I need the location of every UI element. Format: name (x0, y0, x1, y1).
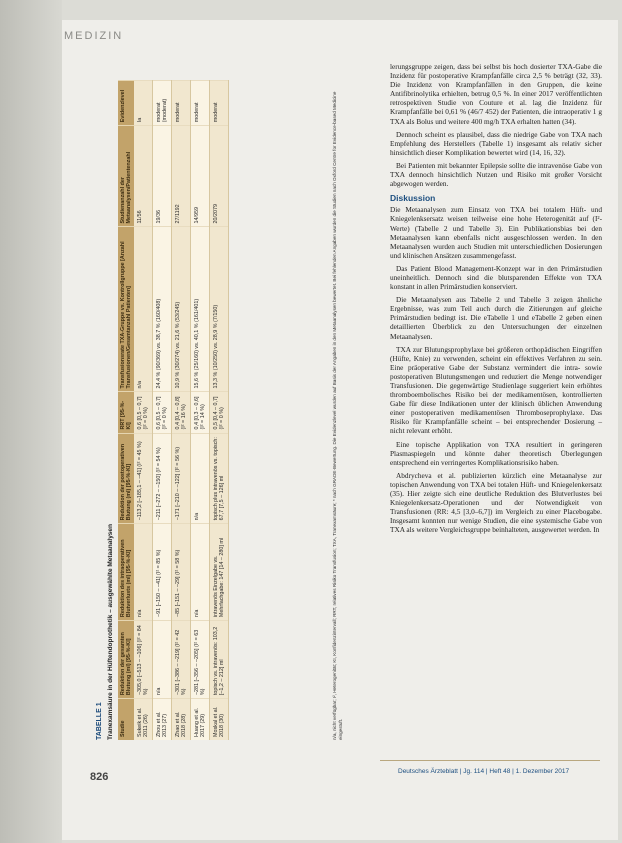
paragraph: lerungsgruppe zeigen, dass bei selbst bis hoch dosierter TXA-Gabe die Inzidenz für postoperative Krampfanfälle circa 2,5 % beträgt (32, 33). Die Inzidenz von Krampfanfällen in den Gruppen, die keine Antifibrinolytika erhielten, betrug 0,5 %. In einer 2017 veröffentlichten retrospektiven Studie von Couture et al. lag die Inzidenz für Krampfanfälle bei 0,61 % (46/7 452) der Patienten, die intraoperativ 1 g TXA als Bolus und weitere 400 mg/h TXA erhalten hatten (34). (390, 62, 602, 126)
section-label: MEDIZIN (64, 30, 124, 42)
table-cell: 15,6 % (25/160) vs. 40,1 % (161/401) (191, 227, 210, 392)
table-cell: 0,6 [0,5 – 0,7] (I² = 0 %) (134, 392, 153, 433)
table-cell: 24,4 % (90/369) vs. 38,7 % (160/408) (153, 227, 172, 392)
paragraph: Das Patient Blood Management-Konzept war in den Primärstudien uneinheitlich. Dennoch sind die blutsparenden Effekte von TXA konstant in allen Primärstudien konserviert. (390, 263, 602, 292)
table-cell: −281 [–356 – –205] (I² = 63 %) (191, 621, 210, 699)
table-label: TABELLE 1 (96, 702, 103, 740)
table-cell: 14/959 (191, 126, 210, 227)
table-cell: 0,5 [0,4 – 0,7] (I² = 0 %) (210, 392, 229, 433)
rotated-table (90, 60, 370, 750)
table-cell: 19/36 (153, 126, 172, 227)
page-gutter-shadow (0, 0, 62, 843)
paragraph: Abdrycheva et al. publizierten kürzlich eine Metaanalyse zur topischen Anwendung von TXA bei totalen Hüft- und Kniegelenkersatz (35). Hier zeigte sich eine deutliche Reduktion des Blutverlustes bei Kniegelenkersatz-Operationen und der Notwendigkeit von Transfusionen (RR: 4,5 [3,0–6,7]) im Vergleich zu einer Placebogabe. Insgesamt konnten nur wenige Studien, die eine systemische Gabe von TXA als weitere Vergleichsgruppe beinhalteten, ausgewertet werden. In (390, 470, 602, 535)
column-header: Reduktion des intraoperativen Blutverlusts (ml) [95-%-KI] (118, 524, 134, 621)
table-cell: −305,0 [–513 – –106] (I² = 84 %) (134, 621, 153, 699)
table-row (153, 81, 172, 741)
column-header: Reduktion der gesamten Blutung (ml) [95-%-KI] (118, 621, 134, 699)
table-cell: Ia (134, 81, 153, 126)
table-cell: −301 [–386 – –219] (I² = 42 %) (172, 621, 191, 699)
table-header-row (118, 81, 134, 741)
article-column (390, 62, 602, 539)
table-row (134, 81, 153, 741)
footer-rule (380, 760, 600, 761)
paragraph: Dennoch scheint es plausibel, dass die niedrige Gabe von TXA nach Empfehlung des Herstellers (Tabelle 1) insgesamt als relativ sicher hinsichtlich dieser Komplikation bewertet wird (14, 16, 32). (390, 129, 602, 157)
column-header: Reduktion der postoperativen Blutung (ml) [95-%-KI] (118, 433, 134, 524)
table-cell: moderat (172, 81, 191, 126)
table-cell: 13,3 % (10/250) vs. 28,9 % (7/150) (210, 227, 229, 392)
table-cell: 20/2079 (210, 126, 229, 227)
section-heading: Diskussion (390, 193, 436, 204)
evidence-table (118, 80, 229, 740)
table-cell: −85 [–151 – –29] (I² = 58 %) (172, 524, 191, 621)
table-cell: −211 [–272 – –150] (I² = 54 %) (153, 433, 172, 524)
rotated-table-region (90, 60, 370, 750)
table-cell: 0,4 [0,4 – 0,8] (I² = 16 %) (172, 392, 191, 433)
column-header: Evidenzlevel (118, 81, 134, 126)
journal-footer: Deutsches Ärzteblatt | Jg. 114 | Heft 48 | 1. Dezember 2017 (398, 768, 570, 775)
paragraph: Eine topische Applikation von TXA resultiert in geringeren Plasmaspiegeln und könnte daher theoretisch Überlegungen entsprechend ein verringertes Komplikationsrisiko haben. (390, 439, 602, 467)
table-cell: 0,6 [0,5 – 0,7] (I² = 0 %) (153, 392, 172, 433)
paragraph: TXA zur Blutungsprophylaxe bei größeren orthopädischen Eingriffen (Hüfte, Knie) zu verwenden, scheint ein effektives Verfahren zu sein. Eine präoperative Gabe der Substanz vermindert die intra- sowie postoperativen Blutungsmengen und reduziert die Menge notwendiger Transfusionen. Die gegenwärtige Studienlage suggeriert kein erhöhtes thromboembolisches Risiko bei der medikamentösen, kontrollierten Gabe für diese Indikationen unter der klinisch üblichen Anwendung einer postoperativen medikamentösen Thromboseprophylaxe. Das Risiko für Krampfanfälle scheint – bei entsprechender Dosierung – nicht relevant erhöht. (390, 344, 602, 436)
table-cell: n/a (134, 227, 153, 392)
table-cell: Huang et al. 2017 (29) (191, 699, 210, 740)
table-row (210, 81, 229, 741)
paragraph: Bei Patienten mit bekannter Epilepsie sollte die intravenöse Gabe von TXA dennoch hinsichtlich Nutzen und Risiko mit großer Vorsicht abgewogen werden. (390, 160, 602, 189)
paragraph: Die Metaanalysen zum Einsatz von TXA bei totalem Hüft- und Kniegelenksersatz weisen teilweise eine hohe Heterogenität auf (I²-Werte) (Tabelle 2 und Tabelle 3). Ein Publikationsbias bei den Metaanalysen kann ebenfalls nicht ausgeschlossen werden. In den Metaanalysen wurden auch Studien mit unterschiedlichen Dosierungen und klinischen Ansätzen zusammengefasst. (390, 205, 602, 260)
table-cell: −113,2 [–185,1 – –41] (I² = 45 %) (134, 433, 153, 524)
table-cell: n/a (191, 524, 210, 621)
table-row (191, 81, 210, 741)
column-header: RRT [95-%-KI] (118, 392, 134, 433)
table-cell: 27/1192 (172, 126, 191, 227)
table-cell: Zhao et al. 2018 (28) (172, 699, 191, 740)
table-cell: 0,4 [0,3 – 0,6] (I² = 14 %) (191, 392, 210, 433)
table-body (134, 81, 229, 741)
table-cell: 10,9 % (30/274) vs. 21,6 % (53/245) (172, 227, 191, 392)
table-cell: intravenös Einzelgabe vs. Mehrfachgabe: 147 [14 – 280] ml (210, 524, 229, 621)
table-cell: n/a (134, 524, 153, 621)
table-row (172, 81, 191, 741)
paragraph: Die Metaanalysen aus Tabelle 2 und Tabelle 3 zeigen ähnliche Ergebnisse, was zum Teil auch durch die Zitierungen auf gleiche Primärstudien bedingt ist. Die eTabelle 1 und eTabelle 2 geben einen detaillierten Überblick zu den Untersuchungen der einzelnen Metaanalysen. (390, 295, 602, 341)
table-cell: moderat (191, 81, 210, 126)
table-cell: 11/56 (134, 126, 153, 227)
table-cell: Sukeik et al. 2011 (26) (134, 699, 153, 740)
column-header: Studienanzahl der Metaanalysen/Patientenzahl (118, 126, 134, 227)
table-cell: −91 [–150 – –41] (I² = 85 %) (153, 524, 172, 621)
table-cell: Moskal et al. 2018 (30) (210, 699, 229, 740)
table-cell: topisch vs. intravenös: 103,2 [–1,2 – 212] ml (210, 621, 229, 699)
table-cell: n/a (191, 433, 210, 524)
table-cell: moderat (moderat) (153, 81, 172, 126)
table-footnote: n/a, nicht verfügbar; I², Heterogenität; KI, Konfidenzintervall; RRT, relatives Risiko Transfusion; TXA, Tranexamsäure; * nach GRADE-Bewertung. Die Evidenzlevel wurden auf Basis der Angaben in den Metaanalysen bewertet. Bei fehlenden Angaben wurden die Studien nach Oxford Centre for Evidence-based Medicine eingestuft. (332, 91, 343, 740)
table-cell: topisch plus intravenös vs. topisch: 67,7 [7,5 – 126] ml (210, 433, 229, 524)
table-caption: Tranexamsäure in der Hüftendoprothetik – ausgewählte Metaanalysen (107, 523, 114, 740)
column-header: Transfusionsrate TXA-Gruppe vs. Kontrollgruppe [Anzahl Transfusionen/Gesamtanzahl Patienten] (118, 227, 134, 392)
column-header: Studie (118, 699, 134, 740)
page-number: 826 (90, 771, 109, 783)
table-cell: moderat (210, 81, 229, 126)
table-cell: Zhou et al. 2013 (27) (153, 699, 172, 740)
table-cell: n/a (153, 621, 172, 699)
table-cell: −171 [–210 – –122] (I² = 56 %) (172, 433, 191, 524)
